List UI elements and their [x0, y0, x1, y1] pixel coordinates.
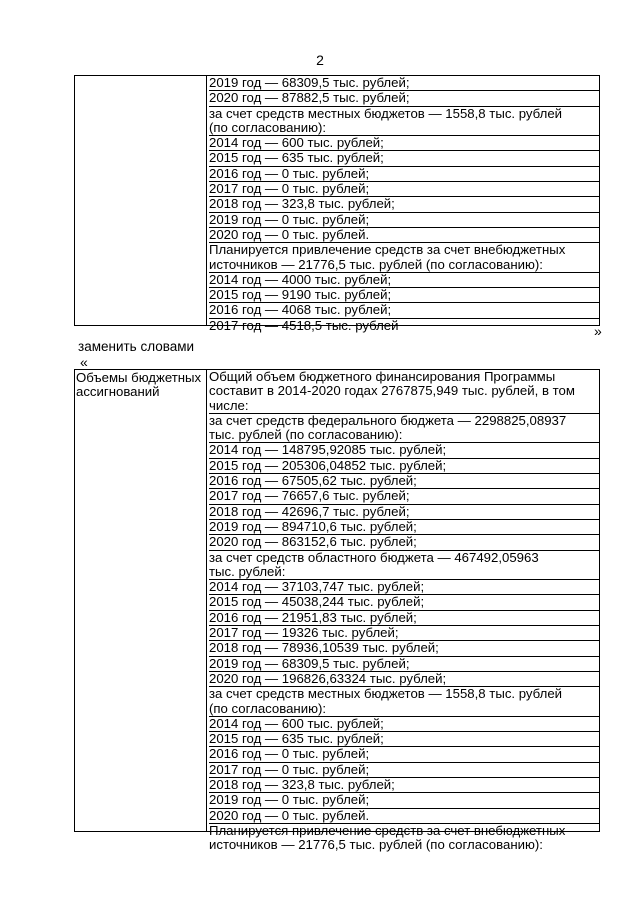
budget-line: за счет средств федерального бюджета — 2298825,08937	[209, 412, 567, 428]
table-left-cell	[75, 370, 207, 831]
budget-line: 2014 год — 600 тыс. рублей;	[209, 136, 599, 151]
budget-line: 2015 год — 45038,244 тыс. рублей;	[209, 595, 599, 610]
budget-line: 2018 год — 78936,10539 тыс. рублей;	[209, 641, 599, 656]
budget-line: 2015 год — 635 тыс. рублей;	[209, 732, 599, 747]
budget-line: 2015 год — 9190 тыс. рублей;	[209, 288, 599, 303]
budget-line: 2017 год — 0 тыс. рублей;	[209, 763, 599, 778]
budget-line: 2020 год — 863152,6 тыс. рублей;	[209, 535, 599, 550]
budget-line: 2015 год — 205306,04852 тыс. рублей;	[209, 459, 599, 474]
budget-table-new	[74, 369, 600, 853]
budget-line: (по согласованию):	[209, 702, 599, 717]
closing-quote: »	[594, 323, 602, 339]
budget-line: 2018 год — 323,8 тыс. рублей;	[209, 778, 599, 793]
budget-line: 2015 год — 635 тыс. рублей;	[209, 151, 599, 166]
budget-line: 2019 год — 894710,6 тыс. рублей;	[209, 520, 599, 535]
budget-line: числе:	[209, 399, 599, 414]
budget-line: 2019 год — 68309,5 тыс. рублей;	[209, 657, 599, 672]
table-right-cell	[207, 369, 599, 853]
budget-line: 2017 год — 4518,5 тыс. рублей	[209, 317, 399, 333]
budget-line: 2016 год — 0 тыс. рублей;	[209, 167, 599, 182]
budget-line: составит в 2014-2020 годах 2767875,949 тыс. рублей, в том	[209, 383, 575, 399]
opening-quote: «	[80, 354, 88, 370]
budget-line: 2016 год — 0 тыс. рублей;	[209, 747, 599, 762]
budget-line: источников — 21776,5 тыс. рублей (по согласованию):	[209, 258, 599, 273]
budget-line: 2020 год — 87882,5 тыс. рублей;	[209, 91, 599, 106]
replace-phrase: заменить словами	[78, 339, 195, 354]
budget-line: 2016 год — 21951,83 тыс. рублей;	[209, 611, 599, 626]
left-cell-line: ассигнований	[76, 384, 160, 400]
budget-line: 2014 год — 148795,92085 тыс. рублей;	[209, 443, 599, 458]
budget-line: 2020 год — 0 тыс. рублей.	[209, 228, 599, 243]
page-number: 2	[316, 52, 324, 68]
budget-line: за счет средств местных бюджетов — 1558,8 тыс. рублей	[209, 686, 563, 702]
budget-line: 2020 год — 0 тыс. рублей.	[209, 809, 599, 824]
budget-line: 2019 год — 0 тыс. рублей;	[209, 793, 599, 808]
budget-line: за счет средств областного бюджета — 467492,05963	[209, 549, 539, 565]
budget-table-previous	[74, 75, 600, 333]
budget-line: 2014 год — 600 тыс. рублей;	[209, 717, 599, 732]
budget-line: 2020 год — 196826,63324 тыс. рублей;	[209, 672, 599, 687]
budget-line: источников — 21776,5 тыс. рублей (по согласованию):	[209, 837, 543, 853]
budget-line: Планируется привлечение средств за счет внебюджетных	[209, 242, 566, 258]
budget-line: за счет средств местных бюджетов — 1558,8 тыс. рублей	[209, 105, 563, 121]
budget-line: Планируется привлечение средств за счет внебюджетных	[209, 822, 566, 838]
budget-line: тыс. рублей:	[209, 565, 599, 580]
budget-line: 2016 год — 67505,62 тыс. рублей;	[209, 474, 599, 489]
budget-line: 2017 год — 76657,6 тыс. рублей;	[209, 489, 599, 504]
budget-line: 2017 год — 19326 тыс. рублей;	[209, 626, 599, 641]
budget-line: 2014 год — 37103,747 тыс. рублей;	[209, 580, 599, 595]
table-left-cell	[75, 76, 207, 325]
budget-line: Общий объем бюджетного финансирования Программы	[209, 369, 556, 384]
budget-line: 2019 год — 68309,5 тыс. рублей;	[209, 76, 599, 91]
budget-line: 2018 год — 323,8 тыс. рублей;	[209, 197, 599, 212]
budget-line: 2017 год — 0 тыс. рублей;	[209, 182, 599, 197]
budget-line: (по согласованию):	[209, 121, 599, 136]
budget-line: 2016 год — 4068 тыс. рублей;	[209, 303, 599, 318]
budget-line: 2014 год — 4000 тыс. рублей;	[209, 273, 599, 288]
budget-line: 2018 год — 42696,7 тыс. рублей;	[209, 505, 599, 520]
table-right-cell	[207, 75, 599, 333]
left-cell-line: Объемы бюджетных	[76, 370, 202, 385]
budget-line: тыс. рублей (по согласованию):	[209, 428, 599, 443]
budget-line: 2019 год — 0 тыс. рублей;	[209, 213, 599, 228]
